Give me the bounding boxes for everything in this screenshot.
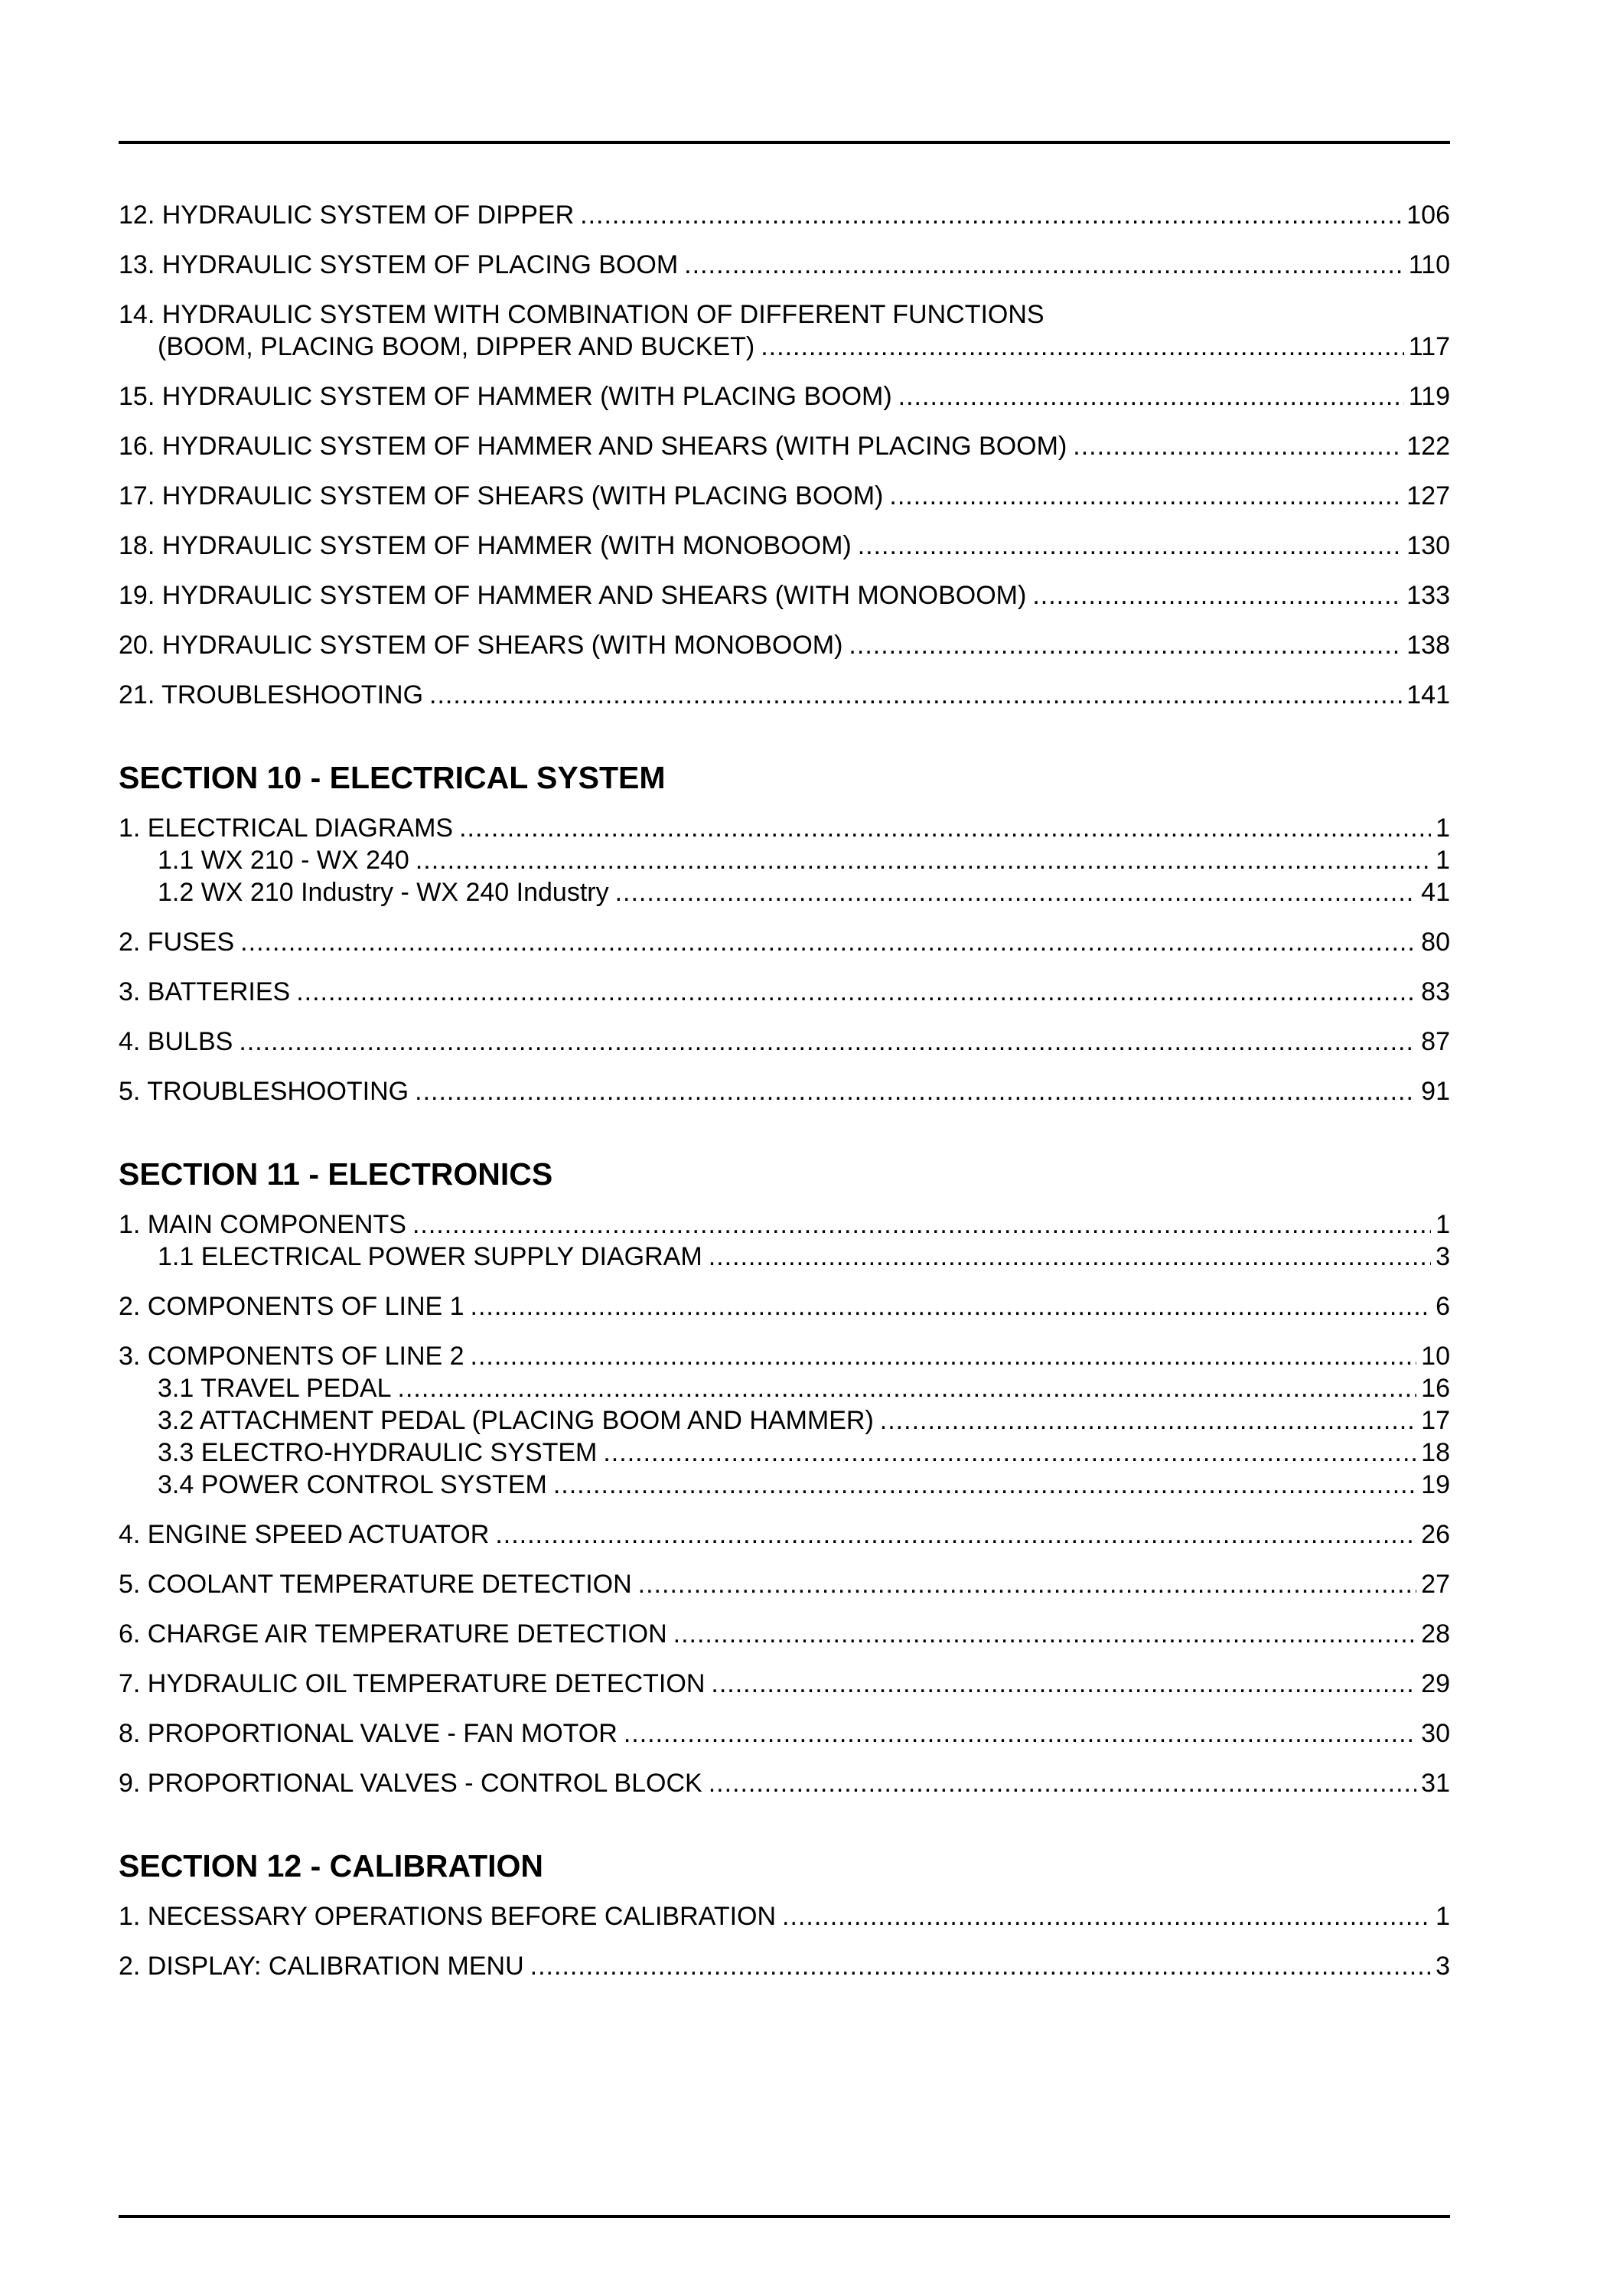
- toc-entry-page: 16: [1421, 1374, 1450, 1403]
- toc-entry-title: 4. BULBS: [119, 1027, 233, 1056]
- toc-entry[interactable]: [119, 199, 1450, 231]
- toc-leader-dots: [711, 1668, 1416, 1700]
- toc-entry[interactable]: [119, 1208, 1450, 1241]
- toc-subentry[interactable]: [119, 1437, 1450, 1469]
- toc-entry-page: 1: [1436, 1902, 1450, 1931]
- toc-leader-dots: [638, 1568, 1417, 1600]
- toc-leader-dots: [240, 926, 1416, 958]
- toc-entry-title: 2. FUSES: [119, 928, 235, 957]
- toc-entry-title: 18. HYDRAULIC SYSTEM OF HAMMER (WITH MONOBOOM): [119, 531, 852, 560]
- toc-entry-title: 17. HYDRAULIC SYSTEM OF SHEARS (WITH PLACING BOOM): [119, 481, 884, 510]
- toc-entry-page: 133: [1406, 581, 1450, 610]
- toc-subentry[interactable]: [119, 1404, 1450, 1437]
- toc-entry-page: 110: [1408, 250, 1450, 279]
- toc-entry[interactable]: [119, 1075, 1450, 1107]
- toc-entry[interactable]: [119, 1340, 1450, 1372]
- toc-entry-title: 3. BATTERIES: [119, 977, 291, 1006]
- toc-section11-list: [119, 1208, 1450, 1799]
- toc-entry-page: 83: [1421, 977, 1450, 1006]
- toc-entry-page: 31: [1421, 1769, 1450, 1798]
- section-heading: SECTION 11 - ELECTRONICS: [119, 1156, 553, 1192]
- toc-leader-dots: [880, 1404, 1416, 1437]
- toc-entry-page: 18: [1421, 1438, 1450, 1467]
- toc-section10-list: [119, 812, 1450, 1107]
- toc-entry-title: 6. CHARGE AIR TEMPERATURE DETECTION: [119, 1619, 667, 1649]
- toc-entry[interactable]: [119, 1026, 1450, 1058]
- toc-entry-page: 17: [1421, 1406, 1450, 1435]
- toc-leader-dots: [858, 530, 1403, 562]
- toc-leader-dots: [709, 1241, 1431, 1273]
- toc-entry-page: 119: [1408, 382, 1450, 411]
- toc-entry-title: 3.3 ELECTRO-HYDRAULIC SYSTEM: [158, 1438, 598, 1467]
- toc-entry-title: 5. COOLANT TEMPERATURE DETECTION: [119, 1570, 632, 1599]
- toc-entry-title: 3.1 TRAVEL PEDAL: [158, 1374, 392, 1403]
- toc-entry-title: 19. HYDRAULIC SYSTEM OF HAMMER AND SHEARS (WITH MONOBOOM): [119, 581, 1027, 610]
- toc-entry-title: 13. HYDRAULIC SYSTEM OF PLACING BOOM: [119, 250, 679, 279]
- toc-entry-page: 127: [1406, 481, 1450, 510]
- footer-rule: [119, 2215, 1450, 2218]
- toc-entry-title: 3.2 ATTACHMENT PEDAL (PLACING BOOM AND HAMMER): [158, 1406, 874, 1435]
- toc-subentry[interactable]: [119, 844, 1450, 876]
- toc-entry-page: 80: [1421, 928, 1450, 957]
- toc-leader-dots: [849, 629, 1402, 661]
- toc-entry-title: 12. HYDRAULIC SYSTEM OF DIPPER: [119, 201, 575, 230]
- toc-leader-dots: [624, 1717, 1416, 1750]
- toc-entry-page: 19: [1421, 1470, 1450, 1499]
- toc-entry-title: 1.1 WX 210 - WX 240: [158, 846, 409, 875]
- toc-entry[interactable]: [119, 1518, 1450, 1551]
- toc-leader-dots: [761, 331, 1404, 363]
- toc-entry[interactable]: [119, 1290, 1450, 1322]
- toc-leader-dots: [495, 1518, 1416, 1551]
- section-heading: SECTION 10 - ELECTRICAL SYSTEM: [119, 760, 666, 795]
- toc-leader-dots: [412, 1208, 1431, 1241]
- toc-entry-title: 20. HYDRAULIC SYSTEM OF SHEARS (WITH MONOBOOM): [119, 631, 843, 660]
- toc-entry-page: 3: [1436, 1952, 1450, 1981]
- toc-entry-page: 10: [1421, 1342, 1450, 1371]
- toc-entry-title: 21. TROUBLESHOOTING: [119, 680, 424, 709]
- toc-entry-title: (BOOM, PLACING BOOM, DIPPER AND BUCKET): [158, 332, 755, 361]
- toc-entry[interactable]: [119, 430, 1450, 462]
- toc-subentry[interactable]: [119, 876, 1450, 908]
- toc-entry-page: 30: [1421, 1719, 1450, 1748]
- toc-section12-list: [119, 1900, 1450, 1982]
- toc-leader-dots: [889, 480, 1402, 512]
- toc-entry-page: 27: [1421, 1570, 1450, 1599]
- toc-entry-page: 91: [1421, 1077, 1450, 1106]
- toc-entry-title: 1.1 ELECTRICAL POWER SUPPLY DIAGRAM: [158, 1242, 702, 1271]
- toc-entry-page: 26: [1421, 1520, 1450, 1549]
- toc-leader-dots: [615, 876, 1417, 908]
- toc-entry-page: 1: [1436, 814, 1450, 843]
- toc-leader-dots: [296, 976, 1416, 1008]
- toc-entry-title: 1. ELECTRICAL DIAGRAMS: [119, 814, 454, 843]
- toc-entry-page: 130: [1406, 531, 1450, 560]
- toc-entry-page: 29: [1421, 1669, 1450, 1698]
- toc-entry-page: 6: [1436, 1292, 1450, 1321]
- toc-entry[interactable]: [119, 629, 1450, 661]
- toc-leader-dots: [1073, 430, 1402, 462]
- toc-entry-title: 9. PROPORTIONAL VALVES - CONTROL BLOCK: [119, 1769, 702, 1798]
- toc-entry-page: 1: [1436, 846, 1450, 875]
- toc-entry-title: 8. PROPORTIONAL VALVE - FAN MOTOR: [119, 1719, 618, 1748]
- toc-entry[interactable]: [119, 1900, 1450, 1932]
- header-rule: [119, 141, 1450, 144]
- toc-entry-multiline[interactable]: [119, 298, 1450, 363]
- toc-entry[interactable]: [119, 249, 1450, 281]
- toc-entry-page: 138: [1406, 631, 1450, 660]
- toc-entry-page: 3: [1436, 1242, 1450, 1271]
- toc-subentry[interactable]: [119, 1241, 1450, 1273]
- toc-entry[interactable]: [119, 1950, 1450, 1982]
- toc-leader-dots: [530, 1950, 1431, 1982]
- toc-entry-title: 7. HYDRAULIC OIL TEMPERATURE DETECTION: [119, 1669, 706, 1698]
- toc-leader-dots: [580, 199, 1402, 231]
- toc-entry-title: 14. HYDRAULIC SYSTEM WITH COMBINATION OF DIFFERENT FUNCTIONS: [119, 300, 1045, 329]
- toc-entry-continuation: [119, 331, 1450, 363]
- toc-leader-dots: [684, 249, 1404, 281]
- toc-entry[interactable]: [119, 1568, 1450, 1600]
- toc-entry-title: 1. MAIN COMPONENTS: [119, 1210, 406, 1239]
- toc-leader-dots: [415, 1075, 1416, 1107]
- toc-leader-dots: [603, 1437, 1416, 1469]
- toc-entry-title: 16. HYDRAULIC SYSTEM OF HAMMER AND SHEARS (WITH PLACING BOOM): [119, 432, 1067, 461]
- toc-entry-title: 2. COMPONENTS OF LINE 1: [119, 1292, 464, 1321]
- toc-entry[interactable]: [119, 926, 1450, 958]
- toc-leader-dots: [471, 1290, 1432, 1322]
- toc-entry-page: 106: [1406, 201, 1450, 230]
- toc-leader-dots: [239, 1026, 1416, 1058]
- toc-entry[interactable]: [119, 480, 1450, 512]
- toc-entry[interactable]: [119, 1767, 1450, 1799]
- toc-entry-title: 3. COMPONENTS OF LINE 2: [119, 1342, 464, 1371]
- toc-entry[interactable]: [119, 530, 1450, 562]
- toc-entry-title: 1.2 WX 210 Industry - WX 240 Industry: [158, 878, 609, 907]
- toc-entry-page: 1: [1436, 1210, 1450, 1239]
- toc-entry-title: 5. TROUBLESHOOTING: [119, 1077, 409, 1106]
- toc-entry[interactable]: [119, 812, 1450, 844]
- toc-entry-page: 87: [1421, 1027, 1450, 1056]
- toc-subentry[interactable]: [119, 1372, 1450, 1404]
- toc-hydraulic-list: [119, 199, 1450, 711]
- toc-entry[interactable]: [119, 1668, 1450, 1700]
- toc-entry[interactable]: [119, 976, 1450, 1008]
- toc-entry-page: 122: [1406, 432, 1450, 461]
- toc-entry-title: 3.4 POWER CONTROL SYSTEM: [158, 1470, 547, 1499]
- toc-entry[interactable]: [119, 679, 1450, 711]
- toc-leader-dots: [709, 1767, 1416, 1799]
- toc-leader-dots: [398, 1372, 1417, 1404]
- toc-entry-page: 28: [1421, 1619, 1450, 1649]
- toc-entry-page: 41: [1421, 878, 1450, 907]
- toc-leader-dots: [553, 1469, 1416, 1501]
- section-heading: SECTION 12 - CALIBRATION: [119, 1848, 544, 1883]
- toc-leader-dots: [1032, 579, 1402, 612]
- table-of-contents: [119, 199, 1450, 1982]
- toc-entry[interactable]: [119, 1717, 1450, 1750]
- toc-entry-title: 4. ENGINE SPEED ACTUATOR: [119, 1520, 490, 1549]
- toc-entry-title: 2. DISPLAY: CALIBRATION MENU: [119, 1952, 524, 1981]
- toc-entry-page: 117: [1408, 332, 1450, 361]
- toc-entry-page: 141: [1406, 680, 1450, 709]
- toc-leader-dots: [673, 1618, 1417, 1650]
- toc-entry[interactable]: [119, 1618, 1450, 1650]
- toc-leader-dots: [471, 1340, 1417, 1372]
- toc-leader-dots: [782, 1900, 1431, 1932]
- toc-entry[interactable]: [119, 579, 1450, 612]
- toc-entry[interactable]: [119, 380, 1450, 413]
- toc-leader-dots: [429, 679, 1402, 711]
- toc-entry-title: 15. HYDRAULIC SYSTEM OF HAMMER (WITH PLACING BOOM): [119, 382, 892, 411]
- toc-leader-dots: [416, 844, 1431, 876]
- toc-subentry[interactable]: [119, 1469, 1450, 1501]
- toc-leader-dots: [898, 380, 1404, 413]
- toc-leader-dots: [459, 812, 1431, 844]
- toc-entry-title: 1. NECESSARY OPERATIONS BEFORE CALIBRATION: [119, 1902, 777, 1931]
